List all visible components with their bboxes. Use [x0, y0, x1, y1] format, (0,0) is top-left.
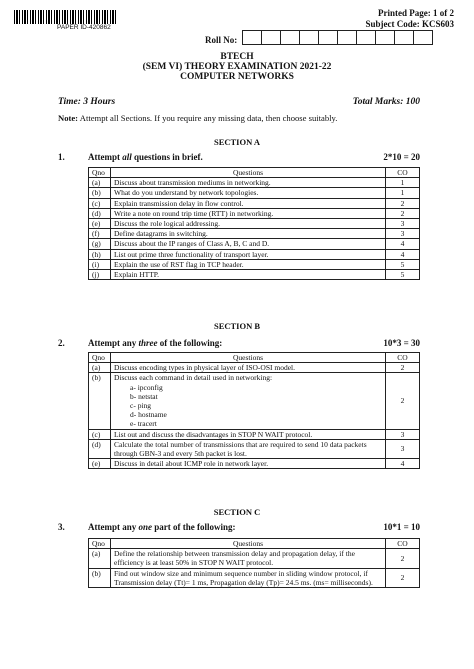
table-row: (e) Discuss the role logical addressing. 3 — [89, 219, 420, 229]
page-info — [365, 8, 454, 30]
table-row: (f) Define datagrams in switching. 3 — [89, 229, 420, 239]
table-row: (g) Discuss about the IP ranges of Class A, B, C and D. 4 — [89, 239, 420, 249]
question-2-heading: 2. Attempt any three of the following: 10*3 = 30 — [58, 338, 420, 348]
table-row: (b) Discuss each command in detail used in networking: a- ipconfig b- netstat c- ping d- hostname e- tracert 2 — [89, 373, 420, 429]
exam-title: (SEM VI) THEORY EXAMINATION 2021-22 — [142, 62, 332, 72]
section-c-table — [88, 538, 420, 588]
subject-code: Subject Code: KCS603 — [365, 19, 454, 29]
printed-page: Printed Page: 1 of 2 — [378, 8, 454, 18]
table-row: (b) What do you understand by network topologies. 1 — [89, 188, 420, 198]
section-c-title: SECTION C — [213, 507, 261, 517]
question-3-marks: 10*1 = 10 — [383, 522, 420, 532]
question-3-heading: 3. Attempt any one part of the following: 10*1 = 10 — [58, 522, 420, 532]
section-a-title: SECTION A — [213, 137, 261, 147]
table-row: (d) Write a note on round trip time (RTT) in networking. 2 — [89, 208, 420, 218]
note-text: Attempt all Sections. If you require any missing data, then choose suitably. — [79, 113, 338, 123]
table-header: Qno Questions CO — [89, 539, 420, 549]
table-row: (j) Explain HTTP. 5 — [89, 270, 420, 280]
table-row: (d) Calculate the total number of transmissions that are required to send 10 data packets through GBN-3 and every 5th packet is lost. 3 — [89, 439, 420, 458]
barcode — [14, 10, 118, 24]
note — [58, 113, 337, 123]
table-row: (h) List out prime three functionality of transport layer. 4 — [89, 249, 420, 259]
section-b-table — [88, 352, 420, 469]
time-label: Time: 3 Hours — [58, 97, 116, 107]
table-row: (b) Find out window size and minimum sequence number in sliding window protocol, if Transmission delay (Tt)= 1 ms, Propagation delay (Tp)= 24.5 ms. (ms= milliseconds). 2 — [89, 568, 420, 587]
table-row: (i) Explain the use of RST flag in TCP header. 5 — [89, 259, 420, 269]
command-list — [114, 383, 382, 429]
question-2-marks: 10*3 = 30 — [383, 338, 420, 348]
table-row: (e) Discuss in detail about ICMP role in network layer. 4 — [89, 459, 420, 469]
question-1-heading: 1. Attempt all questions in brief. 2*10 = 20 — [58, 152, 420, 162]
table-row: (c) Explain transmission delay in flow control. 2 — [89, 198, 420, 208]
roll-no-label: Roll No: — [205, 35, 238, 45]
section-a-table — [88, 167, 420, 280]
subject-title: COMPUTER NETWORKS — [180, 72, 294, 82]
program-title: BTECH — [220, 52, 254, 62]
section-b-title: SECTION B — [213, 321, 261, 331]
list-item: c- ping — [130, 401, 152, 411]
table-row: (c) List out and discuss the disadvantages in STOP N WAIT protocol. 3 — [89, 429, 420, 439]
list-item: a- ipconfig — [130, 382, 163, 392]
list-item: d- hostname — [130, 410, 167, 420]
table-header: Qno Questions CO — [89, 353, 420, 363]
paper-id: PAPER ID-420862 — [57, 24, 111, 31]
table-row: (a) Discuss about transmission mediums in networking. 1 — [89, 178, 420, 188]
table-row: (a) Discuss encoding types in physical layer of ISO-OSI model. 2 — [89, 363, 420, 373]
question-text: Discuss each command in detail used in networking: — [114, 373, 273, 383]
roll-no-boxes — [242, 30, 432, 45]
list-item: e- tracert — [130, 419, 157, 429]
table-header: Qno Questions CO — [89, 168, 420, 178]
note-label: Note: — [58, 113, 79, 123]
question-1-marks: 2*10 = 20 — [383, 152, 420, 162]
total-marks: Total Marks: 100 — [352, 97, 420, 107]
table-row: (a) Define the relationship between transmission delay and propagation delay, if the efficiency is at least 50% in STOP N WAIT protocol. 2 — [89, 549, 420, 568]
list-item: b- netstat — [130, 391, 158, 401]
